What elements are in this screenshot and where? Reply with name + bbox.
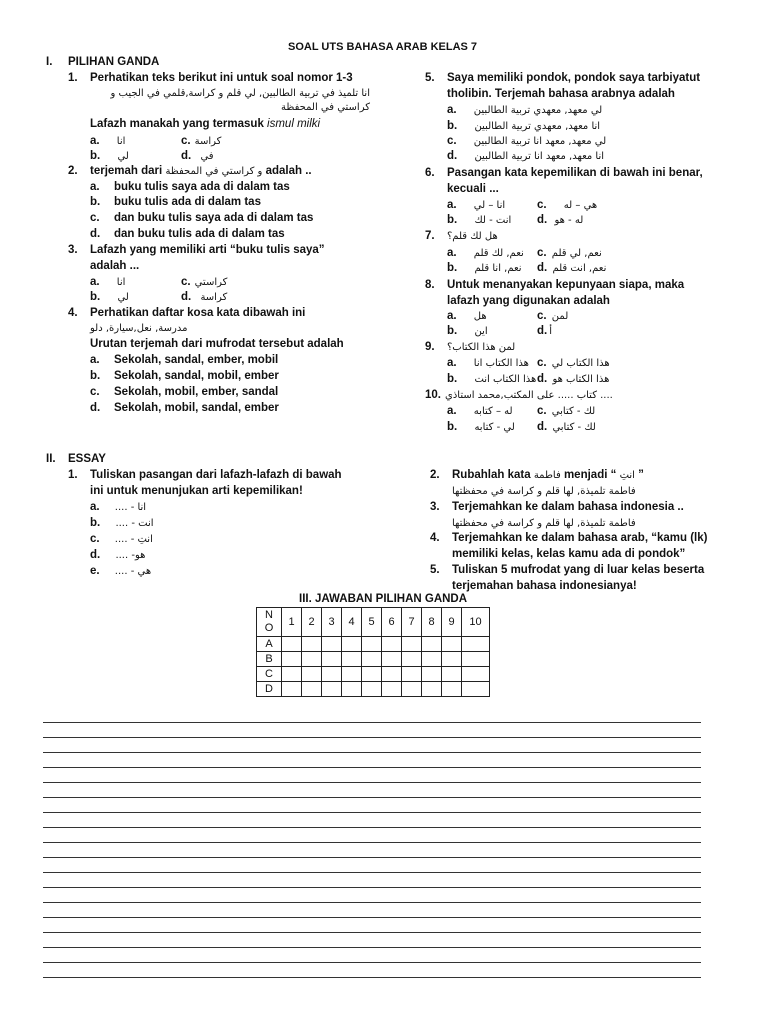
answer-line[interactable] [43, 797, 701, 798]
q4-option-c[interactable]: c. [90, 386, 100, 398]
answer-line[interactable] [43, 977, 701, 978]
answer-cell[interactable] [382, 682, 402, 697]
q1-option-a[interactable]: a. انا [90, 135, 126, 147]
answer-line[interactable] [43, 872, 701, 873]
essay2-arabic: فاطمة تلميذة, لها قلم و كراسة في محفظتها [452, 486, 636, 497]
q3-text-line2: adalah ... [90, 260, 140, 272]
answer-line[interactable] [43, 917, 701, 918]
answer-cell[interactable] [462, 667, 490, 682]
q1-option-d[interactable]: d. في [181, 150, 214, 162]
q9-option-a[interactable]: a. هذا الكتاب انا [447, 357, 529, 369]
answer-row-label: B [257, 652, 282, 667]
answer-cell[interactable] [382, 667, 402, 682]
answer-line[interactable] [43, 767, 701, 768]
q4-arabic: مدرسة, نعل,سيارة, دلو [90, 323, 188, 334]
q3-option-b[interactable]: b. لي [90, 291, 129, 303]
q8-option-d[interactable]: d. أ [537, 325, 553, 337]
answer-cell[interactable] [402, 667, 422, 682]
answer-cell[interactable] [402, 682, 422, 697]
q4-option-a-text: Sekolah, sandal, ember, mobil [114, 354, 279, 366]
essay1-item-a: a. انا - .... [90, 501, 147, 513]
answer-cell[interactable] [362, 667, 382, 682]
essay5-number: 5. [430, 564, 440, 576]
answer-col-header: 6 [382, 608, 402, 637]
essay4-text: Terjemahkan ke dalam bahasa arab, “kamu (lk) [452, 532, 708, 544]
essay2-text: Rubahlah kata فاطمة menjadi “ انتِ ” [452, 469, 644, 481]
essay3-number: 3. [430, 501, 440, 513]
q1-text: Perhatikan teks berikut ini untuk soal nomor 1-3 [90, 72, 353, 84]
q4-option-a[interactable]: a. [90, 354, 100, 366]
answer-cell[interactable] [362, 637, 382, 652]
answer-cell[interactable] [342, 667, 362, 682]
q2-option-c[interactable]: c. [90, 212, 100, 224]
answer-cell[interactable] [282, 682, 302, 697]
q6-text: Pasangan kata kepemilikan di bawah ini benar, [447, 167, 703, 179]
answer-line[interactable] [43, 932, 701, 933]
answer-cell[interactable] [302, 667, 322, 682]
q4-option-d-text: Sekolah, mobil, sandal, ember [114, 402, 279, 414]
q8-number: 8. [425, 279, 435, 291]
answer-cell[interactable] [402, 652, 422, 667]
q10-option-a[interactable]: a. له – كتابه [447, 405, 513, 417]
q5-option-d[interactable]: d. انا معهد, معهد انا تربية الطالبين [447, 150, 605, 162]
q5-option-a[interactable]: a. لي معهد, معهدي تربية الطالبين [447, 104, 603, 116]
answer-table [256, 607, 490, 697]
answer-line[interactable] [43, 827, 701, 828]
answer-cell[interactable] [322, 682, 342, 697]
section-3-heading: III. JAWABAN PILIHAN GANDA [299, 593, 468, 605]
answer-cell[interactable] [342, 637, 362, 652]
answer-cell[interactable] [442, 682, 462, 697]
answer-cell[interactable] [462, 637, 490, 652]
answer-cell[interactable] [322, 637, 342, 652]
answer-cell[interactable] [302, 652, 322, 667]
q10-number: 10. [425, 389, 441, 401]
q2-option-a[interactable]: a. [90, 181, 100, 193]
answer-line[interactable] [43, 782, 701, 783]
q4-option-b-text: Sekolah, sandal, mobil, ember [114, 370, 279, 382]
essay1-item-c: c. انتِ - .... [90, 533, 153, 545]
answer-cell[interactable] [342, 682, 362, 697]
q10-option-b[interactable]: b. لي - كتابه [447, 421, 515, 433]
q9-arabic: لمن هذا الكتاب؟ [447, 342, 516, 353]
answer-col-header: 7 [402, 608, 422, 637]
q1-question-italic: ismul milki [267, 118, 321, 130]
q10-option-c[interactable]: c. لك - كتابي [537, 405, 596, 417]
answer-col-header: 1 [282, 608, 302, 637]
answer-cell[interactable] [422, 667, 442, 682]
answer-cell[interactable] [402, 637, 422, 652]
answer-row-b [257, 652, 490, 667]
q7-option-a[interactable]: a. نعم, لك قلم [447, 247, 524, 259]
answer-cell[interactable] [362, 652, 382, 667]
q6-option-a[interactable]: a. انا – لي [447, 199, 506, 211]
q4-number: 4. [68, 307, 78, 319]
essay1-item-e: e. هي - .... [90, 565, 152, 577]
answer-col-header: 10 [462, 608, 490, 637]
q2-option-b[interactable]: b. [90, 196, 101, 208]
q3-option-d[interactable]: d. كراسة [181, 291, 228, 303]
essay3-arabic: فاطمة تلميذة, لها قلم و كراسة في محفظتها [452, 518, 636, 529]
q1-number: 1. [68, 72, 78, 84]
q6-number: 6. [425, 167, 435, 179]
answer-row-a [257, 637, 490, 652]
q2-option-b-text: buku tulis ada di dalam tas [114, 196, 261, 208]
q1-option-b[interactable]: b. لي [90, 150, 129, 162]
q8-option-b[interactable]: b. اين [447, 325, 488, 337]
essay4-text-line2: memiliki kelas, kelas kamu ada di pondok” [452, 548, 686, 560]
answer-row-d [257, 682, 490, 697]
answer-line[interactable] [43, 902, 701, 903]
q10-arabic: .... كتاب ..... على المكتب,محمد استاذي [445, 390, 613, 401]
answer-cell[interactable] [342, 652, 362, 667]
q7-option-d[interactable]: d. نعم, انت قلم [537, 262, 607, 274]
answer-row-label: C [257, 667, 282, 682]
answer-cell[interactable] [462, 682, 490, 697]
q8-option-a[interactable]: a. هل [447, 310, 487, 322]
q2-number: 2. [68, 165, 78, 177]
answer-cell[interactable] [382, 637, 402, 652]
q8-text-line2: lafazh yang digunakan adalah [447, 295, 610, 307]
essay1-item-d: d. هو- .... [90, 549, 146, 561]
answer-cell[interactable] [302, 637, 322, 652]
q7-number: 7. [425, 230, 435, 242]
q5-text: Saya memiliki pondok, pondok saya tarbiyatut [447, 72, 701, 84]
essay5-text-line2: terjemahan bahasa indonesianya! [452, 580, 637, 592]
q7-option-b[interactable]: b. نعم, انا قلم [447, 262, 522, 274]
q4-option-c-text: Sekolah, mobil, ember, sandal [114, 386, 279, 398]
q6-option-b[interactable]: b. انت - لك [447, 214, 512, 226]
answer-line[interactable] [43, 962, 701, 963]
section-1-number: I. [46, 56, 53, 68]
q4-text: Perhatikan daftar kosa kata dibawah ini [90, 307, 306, 319]
q1-arabic-line1: انا تلميذ في تربية الطالبين, لي قلم و كراسة,قلمي في الجيب و [110, 88, 370, 99]
answer-line[interactable] [43, 947, 701, 948]
answer-col-header: 3 [322, 608, 342, 637]
answer-cell[interactable] [322, 652, 342, 667]
q7-arabic: هل لك قلم؟ [447, 231, 498, 242]
answer-row-c [257, 667, 490, 682]
q4-text-line2: Urutan terjemah dari mufrodat tersebut adalah [90, 338, 344, 350]
q1-arabic-line2: كراستي في المحفظة [281, 102, 370, 113]
answer-col-header: 9 [442, 608, 462, 637]
q8-text: Untuk menanyakan kepunyaan siapa, maka [447, 279, 685, 291]
answer-line[interactable] [43, 812, 701, 813]
q2-text: terjemah dari و كراستي في المحفظة adalah .. [90, 165, 312, 177]
answer-cell[interactable] [282, 637, 302, 652]
q2-option-c-text: dan buku tulis saya ada di dalam tas [114, 212, 314, 224]
answer-col-header: 2 [302, 608, 322, 637]
essay2-number: 2. [430, 469, 440, 481]
essay1-text: Tuliskan pasangan dari lafazh-lafazh di bawah [90, 469, 342, 481]
answer-line[interactable] [43, 752, 701, 753]
q2-option-a-text: buku tulis saya ada di dalam tas [114, 181, 290, 193]
essay1-number: 1. [68, 469, 78, 481]
q5-number: 5. [425, 72, 435, 84]
answer-cell[interactable] [362, 682, 382, 697]
q3-number: 3. [68, 244, 78, 256]
section-1-heading: PILIHAN GANDA [68, 56, 160, 68]
answer-cell[interactable] [302, 682, 322, 697]
answer-cell[interactable] [442, 652, 462, 667]
answer-table-header-row [257, 608, 490, 637]
answer-row-label: A [257, 637, 282, 652]
q4-option-d[interactable]: d. [90, 402, 101, 414]
q5-option-b[interactable]: b. انا معهد, معهدي تربية الطالبين [447, 120, 601, 132]
q5-option-c[interactable]: c. لي معهد, معهد انا تربية الطالبين [447, 135, 607, 147]
essay3-text: Terjemahkan ke dalam bahasa indonesia .. [452, 501, 684, 513]
answer-cell[interactable] [282, 652, 302, 667]
q4-option-b[interactable]: b. [90, 370, 101, 382]
answer-cell[interactable] [442, 667, 462, 682]
q3-option-a[interactable]: a. انا [90, 276, 126, 288]
answer-cell[interactable] [442, 637, 462, 652]
answer-col-header: 4 [342, 608, 362, 637]
answer-col-header: 5 [362, 608, 382, 637]
essay4-number: 4. [430, 532, 440, 544]
q9-number: 9. [425, 341, 435, 353]
q6-option-c[interactable]: c. هي – له [537, 199, 598, 211]
q2-option-d-text: dan buku tulis ada di dalam tas [114, 228, 285, 240]
essay1-text-line2: ini untuk menunjukan arti kepemilikan! [90, 485, 303, 497]
answer-line[interactable] [43, 722, 701, 723]
q9-option-b[interactable]: b. هذا الكتاب انت [447, 373, 537, 385]
answer-cell[interactable] [282, 667, 302, 682]
q3-option-c[interactable]: c. كراستي [181, 276, 228, 288]
q6-text-line2: kecuali ... [447, 183, 499, 195]
q7-option-c[interactable]: c. نعم, لي قلم [537, 247, 602, 259]
essay1-item-b: b. انت - .... [90, 517, 154, 529]
answer-row-label: D [257, 682, 282, 697]
answer-cell[interactable] [422, 652, 442, 667]
page-title: SOAL UTS BAHASA ARAB KELAS 7 [288, 41, 478, 53]
q2-option-d[interactable]: d. [90, 228, 101, 240]
q8-option-c[interactable]: c. لمن [537, 310, 569, 322]
q9-option-c[interactable]: c. هذا الكتاب لي [537, 357, 610, 369]
answer-line[interactable] [43, 842, 701, 843]
answer-line[interactable] [43, 887, 701, 888]
q9-option-d[interactable]: d. هذا الكتاب هو [537, 373, 610, 385]
answer-line[interactable] [43, 737, 701, 738]
q1-question: Lafazh manakah yang termasuk ismul milki [90, 118, 321, 130]
q5-text-line2: tholibin. Terjemah bahasa arabnya adalah [447, 88, 675, 100]
q6-option-d[interactable]: d. له - هو [537, 214, 584, 226]
answer-cell[interactable] [322, 667, 342, 682]
section-2-number: II. [46, 453, 56, 465]
section-2-heading: ESSAY [68, 453, 106, 465]
q10-option-d[interactable]: d. لك - كتابي [537, 421, 596, 433]
answer-line[interactable] [43, 857, 701, 858]
answer-cell[interactable] [422, 637, 442, 652]
answer-cell[interactable] [462, 652, 490, 667]
answer-cell[interactable] [422, 682, 442, 697]
answer-col-header: 8 [422, 608, 442, 637]
q3-text: Lafazh yang memiliki arti “buku tulis saya” [90, 244, 325, 256]
q1-option-c[interactable]: c. كراسة [181, 135, 222, 147]
answer-table-corner: N O [257, 608, 282, 637]
essay5-text: Tuliskan 5 mufrodat yang di luar kelas beserta [452, 564, 705, 576]
answer-cell[interactable] [382, 652, 402, 667]
